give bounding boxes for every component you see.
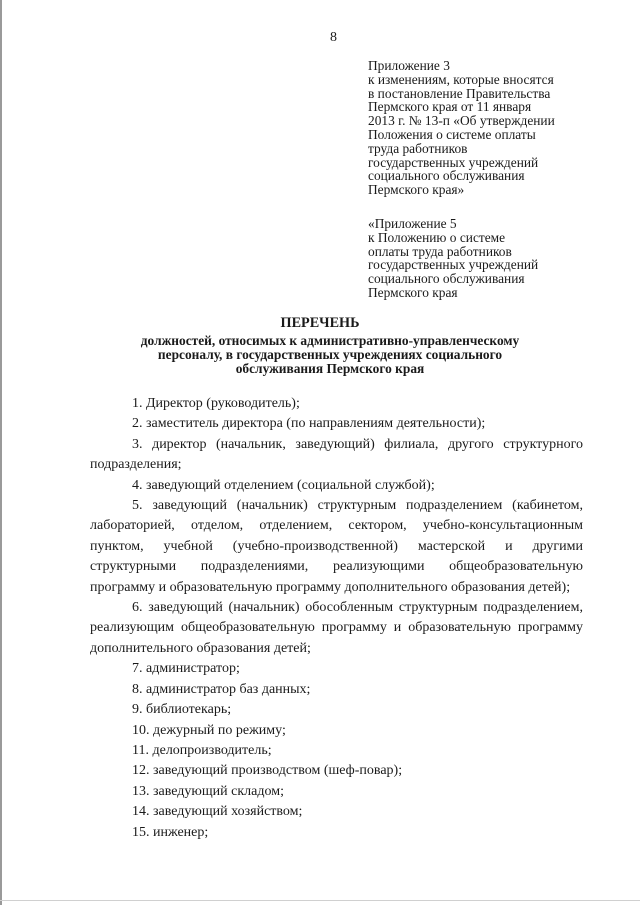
appendix-3-line: государственных учреждений <box>368 154 539 170</box>
page-number: 8 <box>330 30 337 45</box>
list-item: 13. заведующий складом; <box>132 783 284 799</box>
appendix-5-line: к Положению о системе <box>368 229 506 245</box>
list-item: 7. администратор; <box>132 661 240 677</box>
list-item: 10. дежурный по режиму; <box>132 722 286 738</box>
subtitle-line: обслуживания Пермского края <box>235 361 425 377</box>
subtitle-line: должностей, относимых к административно-управленческому <box>140 333 520 348</box>
scan-left-edge <box>0 0 2 905</box>
appendix-5-line: государственных учреждений <box>368 257 539 273</box>
appendix-3-line: в постановление Правительства <box>368 85 551 101</box>
appendix-3-header <box>368 59 630 197</box>
appendix-5-header <box>368 217 630 300</box>
appendix-5-line: «Приложение 5 <box>368 216 457 231</box>
list-item: 3. директор (начальник, заведующий) филиала, другого структурного подразделения; <box>90 436 583 473</box>
list-item: 14. заведующий хозяйством; <box>132 804 303 820</box>
list-item: 9. библиотекарь; <box>132 702 232 718</box>
appendix-5-line: социального обслуживания <box>368 271 525 287</box>
list-item: 5. заведующий (начальник) структурным подразделением (кабинетом, лабораторией, отделом, отделением, сектором, учебно-консультационным пунктом, учебной (учебно-производственной) мастерской и другими структурными подразделениями, реализующими общеобразовательную программу и образовательную программу дополнительного образования детей); <box>90 498 583 595</box>
list-item: 12. заведующий производством (шеф-повар); <box>132 763 403 779</box>
appendix-3-line: Пермского края от 11 января <box>368 99 532 115</box>
appendix-5-line: Пермского края <box>368 284 458 300</box>
appendix-3-line: социального обслуживания <box>368 168 525 184</box>
appendix-3-line: Положения о системе оплаты <box>368 126 536 142</box>
list-item: 8. администратор баз данных; <box>132 681 311 697</box>
list-item: 11. делопроизводитель; <box>132 742 272 758</box>
list-item: 1. Директор (руководитель); <box>132 396 300 411</box>
appendix-3-line: труда работников <box>368 140 468 156</box>
scan-bottom-edge <box>0 900 640 901</box>
appendix-3-line: Пермского края» <box>368 182 465 198</box>
appendix-5-line: оплаты труда работников <box>368 243 512 259</box>
appendix-3-line: к изменениям, которые вносятся <box>368 71 554 87</box>
list-item: 4. заведующий отделением (социальной службой); <box>132 477 435 493</box>
list-item: 2. заместитель директора (по направлениям деятельности); <box>132 416 486 432</box>
subtitle-line: персоналу, в государственных учреждениях социального <box>157 347 503 363</box>
appendix-3-line: Приложение 3 <box>368 58 450 73</box>
appendix-3-line: 2013 г. № 13-п «Об утверждении <box>368 113 555 129</box>
positions-list <box>90 394 583 843</box>
document-subtitle <box>60 334 600 377</box>
list-item: 6. заведующий (начальник) обособленным структурным подразделением, реализующим общеобразовательную программу и образовательную программу дополнительного образования детей; <box>90 600 583 656</box>
list-item: 15. инженер; <box>132 824 209 840</box>
document-title: ПЕРЕЧЕНЬ <box>280 315 360 331</box>
